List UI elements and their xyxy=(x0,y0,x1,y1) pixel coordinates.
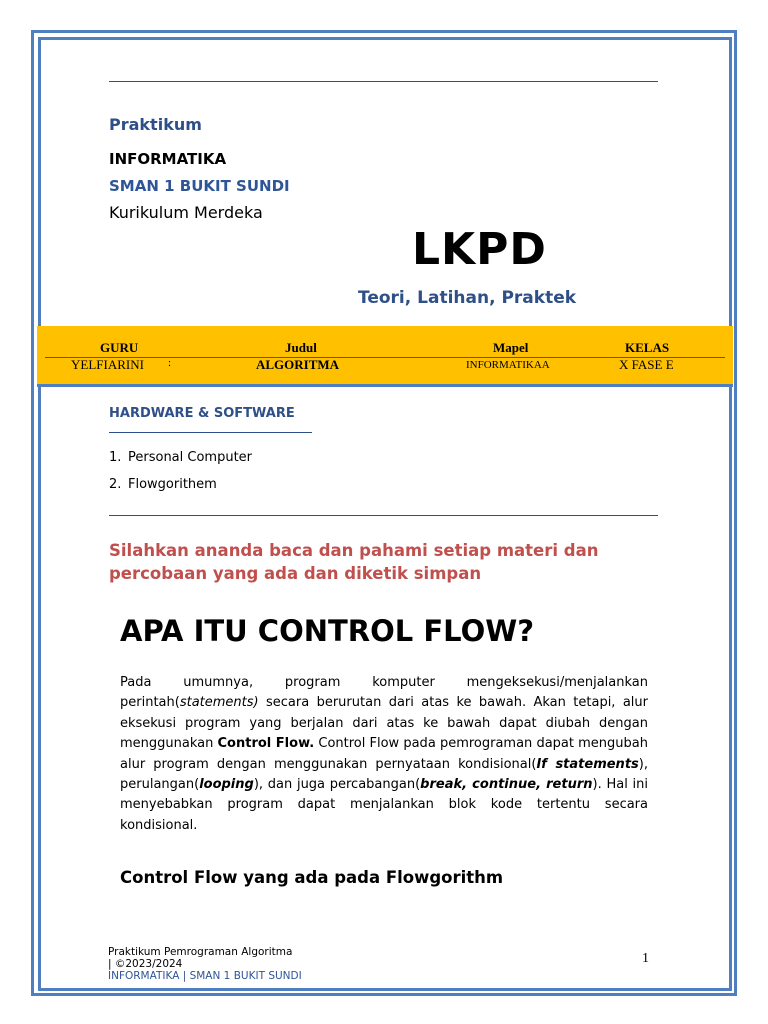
footer-line-1: Praktikum Pemrograman Algoritma xyxy=(108,946,293,958)
list-item xyxy=(109,477,252,504)
subject-label: INFORMATIKA xyxy=(109,150,227,168)
footer-line-3: INFORMATIKA | SMAN 1 BUKIT SUNDI xyxy=(108,970,302,982)
page-number: 1 xyxy=(642,951,649,966)
document-subtitle: Teori, Latihan, Praktek xyxy=(358,288,577,308)
para-text: secara berurutan dari atas ke bawah. Akan tetapi, alur eksekusi program yang berjalan dari atas ke bawah dapat diubah dengan menggunakan xyxy=(120,695,648,752)
cell-guru: YELFIARINI xyxy=(71,357,144,372)
para-text: Control Flow pada pemrograman dapat mengubah alur program dengan menggunakan pernyataan kondisional( xyxy=(120,736,648,772)
instruction-text: Silahkan ananda baca dan pahami setiap materi dan percobaan yang ada dan diketik simpan xyxy=(109,541,599,583)
header-guru: GURU xyxy=(100,340,139,355)
para-bold: Control Flow. xyxy=(217,736,315,752)
para-bold-italic: If statements xyxy=(536,756,639,772)
header-kelas: KELAS xyxy=(625,340,670,355)
cell-kelas: X FASE E xyxy=(619,357,674,372)
footer-line-2: | ©2023/2024 xyxy=(108,958,183,970)
hardware-software-title: HARDWARE & SOFTWARE xyxy=(109,406,295,421)
list-item xyxy=(109,450,252,477)
praktikum-label: Praktikum xyxy=(109,115,202,134)
header-mapel: Mapel xyxy=(493,340,529,355)
para-italic: statements) xyxy=(179,695,259,711)
section-rule xyxy=(109,515,658,516)
para-text: Pada umumnya, program komputer mengeksekusi/menjalankan perintah( xyxy=(120,675,648,711)
section-subheading: Control Flow yang ada pada Flowgorithm xyxy=(120,868,504,887)
body-paragraph xyxy=(120,673,648,836)
hardware-list xyxy=(109,450,252,503)
list-item-number: 1. xyxy=(109,450,122,465)
top-rule xyxy=(109,81,658,82)
para-text: ), perulangan( xyxy=(120,756,648,793)
curriculum-label: Kurikulum Merdeka xyxy=(109,203,263,222)
para-text: ), dan juga percabangan( xyxy=(253,777,421,793)
document-title: LKPD xyxy=(412,224,547,275)
cell-separator: : xyxy=(168,357,172,369)
header-judul: Judul xyxy=(285,340,317,355)
para-bold-italic: break, continue, return xyxy=(420,777,593,793)
list-item-label: Flowgorithem xyxy=(128,476,217,492)
cell-judul: ALGORITMA xyxy=(256,357,340,372)
list-item-label: Personal Computer xyxy=(128,450,253,465)
school-name: SMAN 1 BUKIT SUNDI xyxy=(109,177,290,195)
list-item-number: 2. xyxy=(109,476,122,492)
cell-mapel: INFORMATIKAA xyxy=(466,359,550,371)
para-bold-italic: looping xyxy=(199,777,254,793)
section-heading: APA ITU CONTROL FLOW? xyxy=(120,614,535,648)
hardware-title-rule xyxy=(109,432,312,433)
para-text: ). Hal ini menyebabkan program dapat menjalankan blok kode tertentu secara kondisional. xyxy=(120,777,648,833)
